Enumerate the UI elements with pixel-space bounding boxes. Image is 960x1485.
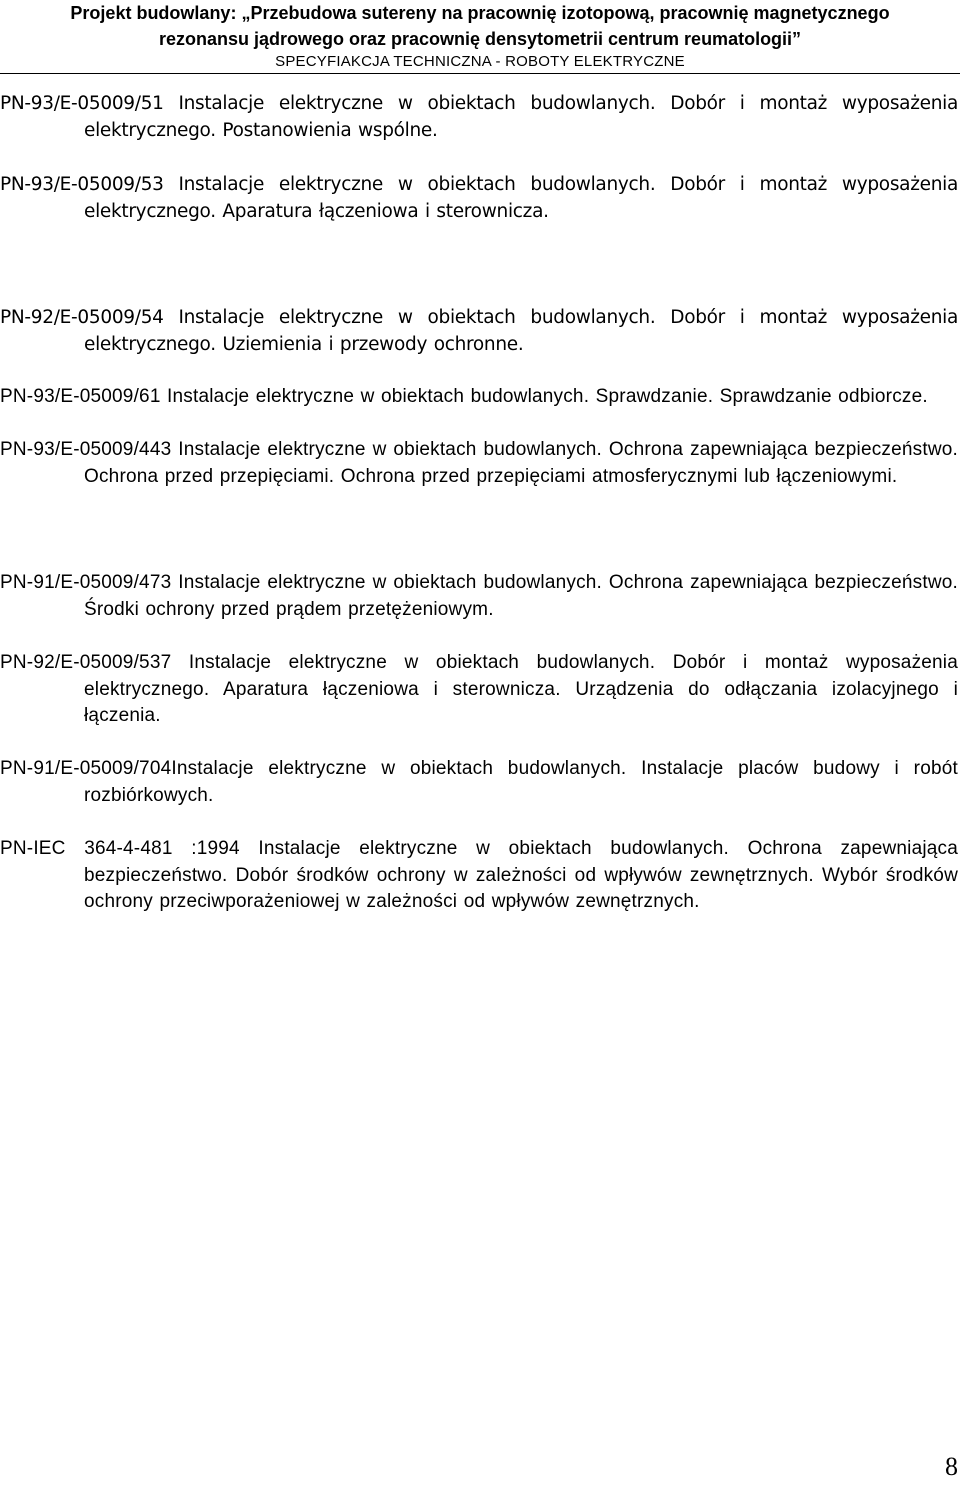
list-item: PN-91/E-05009/704Instalacje elektryczne w obiektach budowlanych. Instalacje placów budowy i robót rozbiórkowych.	[0, 758, 958, 806]
list-item: PN-91/E-05009/473 Instalacje elektryczne w obiektach budowlanych. Ochrona zapewniająca bezpieczeństwo. Środki ochrony przed prądem przetężeniowym.	[0, 572, 958, 620]
project-title-line-1: Projekt budowlany: „Przebudowa sutereny na pracownię izotopową, pracownię magnetycznego	[70, 3, 890, 23]
list-item: PN-92/E-05009/537 Instalacje elektryczne w obiektach budowlanych. Dobór i montaż wyposażenia elektrycznego. Aparatura łączeniowa i sterownicza. Urządzenia do odłączania izolacyjnego i łączenia.	[0, 652, 958, 726]
page-header	[0, 0, 960, 72]
specification-subtitle: SPECYFIAKCJA TECHNICZNA - ROBOTY ELEKTRYCZNE	[275, 53, 685, 70]
page-number: 8	[945, 1452, 958, 1481]
list-item: PN-93/E-05009/443 Instalacje elektryczne w obiektach budowlanych. Ochrona zapewniająca bezpieczeństwo. Ochrona przed przepięciami. Ochrona przed przepięciami atmosferycznymi lub łączeniowymi.	[0, 439, 958, 487]
list-item: PN-IEC 364-4-481 :1994 Instalacje elektryczne w obiektach budowlanych. Ochrona zapewniająca bezpieczeństwo. Dobór środków ochrony w zależności od wpływów zewnętrznych. Wybór środków ochrony przeciwporażeniowej w zależności od wpływów zewnętrznych.	[0, 838, 958, 912]
list-item: PN-93/E-05009/61 Instalacje elektryczne w obiektach budowlanych. Sprawdzanie. Sprawdzanie odbiorcze.	[0, 386, 928, 407]
list-item: PN-92/E-05009/54 Instalacje elektryczne w obiektach budowlanych. Dobór i montaż wyposażenia elektrycznego. Uziemienia i przewody ochronne.	[0, 307, 958, 355]
list-item: PN-93/E-05009/53 Instalacje elektryczne w obiektach budowlanych. Dobór i montaż wyposażenia elektrycznego. Aparatura łączeniowa i sterownicza.	[0, 174, 958, 222]
list-item: PN-93/E-05009/51 Instalacje elektryczne w obiektach budowlanych. Dobór i montaż wyposażenia elektrycznego. Postanowienia wspólne.	[0, 93, 958, 141]
project-title-line-2: rezonansu jądrowego oraz pracownię densytometrii centrum reumatologii”	[158, 29, 802, 49]
header-divider	[0, 73, 960, 74]
